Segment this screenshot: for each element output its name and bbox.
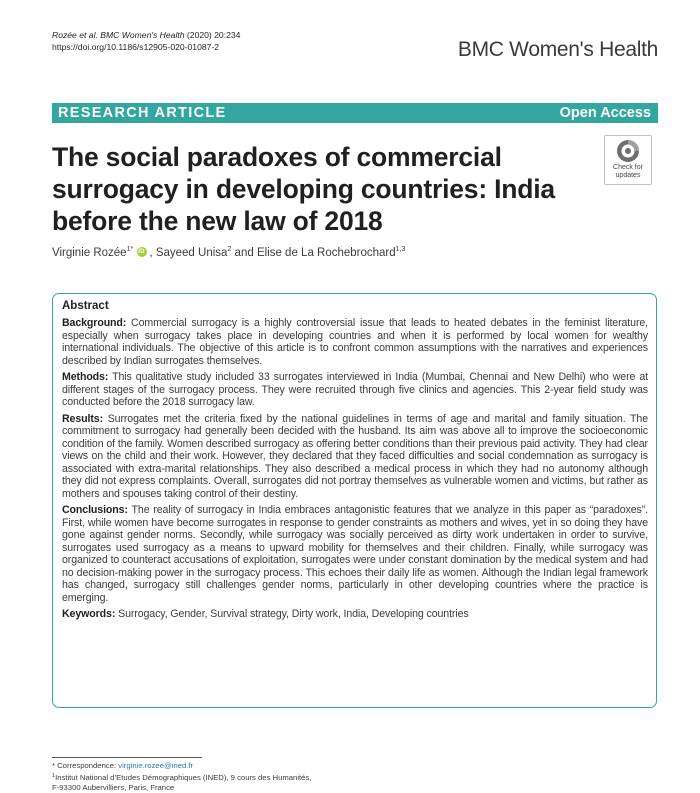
citation-journal: BMC Women's Health [100, 30, 185, 40]
section-text: Surrogates met the criteria fixed by the national guidelines in terms of age and marital and family situation. The commitment to surrogacy had generally been decided with the husband. Its aim was above all to improve the socioeconomic condition of the family. Women described surrogacy as offering better conditions than their previous paid activity. They had clear views on the child and their work. However, they declared that they faced difficulties and social condemnation as surrogacy is associated with extra-marital relationships. They also described a medical process in which they had no autonomy although they did not express complaints. Overall, surrogates did not portray themselves as vulnerable women and victims, but rather as mothers and spouses taking control of their destiny. [62, 412, 648, 500]
badge-line-1: Check for [613, 164, 643, 171]
article-title: The social paradoxes of commercial surrogacy in developing countries: India before the new law of 2018 [52, 142, 555, 236]
affiliation-text: Institut National d’Etudes Démographiques (INED), 9 cours des Humanités, [55, 773, 312, 783]
author-list [52, 246, 405, 259]
section-label: Methods: [62, 371, 109, 383]
affiliation-number: 1 [52, 773, 56, 780]
author-name[interactable]: Virginie Rozée [52, 247, 127, 259]
affiliation-line [52, 771, 472, 783]
section-text: This qualitative study included 33 surrogates interviewed in India (Mumbai, Chennai and New Delhi) who were at different stages of the surrogacy process. They were recruited through five clinics and agencies. This 2-year field study was conducted before the 2018 surrogacy law. [62, 371, 648, 408]
journal-name: BMC Women's Health [457, 38, 658, 61]
abstract-methods [62, 371, 648, 409]
correspondence-line [52, 761, 472, 771]
citation-header [52, 29, 240, 53]
footnote-divider [52, 757, 202, 758]
check-for-updates-badge[interactable] [604, 135, 652, 185]
orcid-icon[interactable] [137, 247, 147, 257]
author-affiliation: 1,3 [395, 246, 406, 253]
citation-authors: Rozée et al. [52, 30, 98, 40]
author-name[interactable]: Sayeed Unisa [155, 247, 228, 259]
author-separator: and [234, 247, 254, 259]
abstract-box [52, 293, 657, 708]
article-type-label: RESEARCH ARTICLE [58, 105, 227, 121]
badge-line-2: updates [615, 172, 641, 179]
section-label: Background: [62, 317, 127, 329]
abstract-keywords [62, 608, 648, 621]
citation-doi[interactable]: https://doi.org/10.1186/s12905-020-01087-2 [52, 42, 220, 52]
section-label: Conclusions: [62, 504, 128, 516]
abstract-heading: Abstract [62, 300, 109, 312]
correspondence-email[interactable]: virginie.rozee@ined.fr [118, 761, 194, 770]
abstract-results [62, 413, 648, 501]
section-text: Commercial surrogacy is a highly controversial issue that leads to heated debates in the feminist literature, especially when surrogacy takes place in developing countries and when it is performed by local women for wealthy international individuals. The objective of this article is to confront common assumptions with the narratives and experiences described by Indian surrogates themselves. [62, 317, 649, 367]
citation-line-1 [52, 29, 240, 41]
author-affiliation: 1* [126, 246, 134, 253]
abstract-conclusions [62, 504, 648, 604]
correspondence-label: * Correspondence: [52, 761, 117, 770]
article-banner [52, 103, 658, 123]
author-separator: , [149, 247, 153, 259]
open-access-label: Open Access [559, 105, 651, 121]
section-text: The reality of surrogacy in India embraces antagonistic features that we analyze in this paper as “paradoxes”. First, while women have become surrogates in response to gender constraints as mothers and wives, yet in so doing they have gone against gender norms. Secondly, while surrogacy was socially perceived as dirty work undertaken in order to survive, surrogates used surrogacy as a means to upward mobility for themselves and their children. Finally, while surrogacy was organized to counteract accusations of exploitation, surrogates were under constant domination by the medical system and had no decision-making power in the surrogacy process. This echoes their daily life as women. Although the Indian legal framework has changed, surrogacy still challenges gender norms, particularly in other developing countries where the practice is emerging. [62, 504, 648, 604]
check-for-updates-icon [616, 139, 640, 163]
citation-year-volume: (2020) 20:234 [186, 30, 241, 40]
affiliation-line-2: F-93300 Aubervilliers, Paris, France [52, 783, 175, 793]
section-label: Results: [62, 412, 103, 425]
author-affiliation: 2 [227, 246, 232, 253]
badge-text [605, 164, 651, 180]
author-name[interactable]: Elise de La Rochebrochard [256, 247, 396, 259]
section-text: Surrogacy, Gender, Survival strategy, Dirty work, India, Developing countries [118, 608, 469, 620]
footnotes [52, 761, 472, 793]
section-label: Keywords: [62, 608, 116, 620]
abstract-background [62, 317, 648, 367]
